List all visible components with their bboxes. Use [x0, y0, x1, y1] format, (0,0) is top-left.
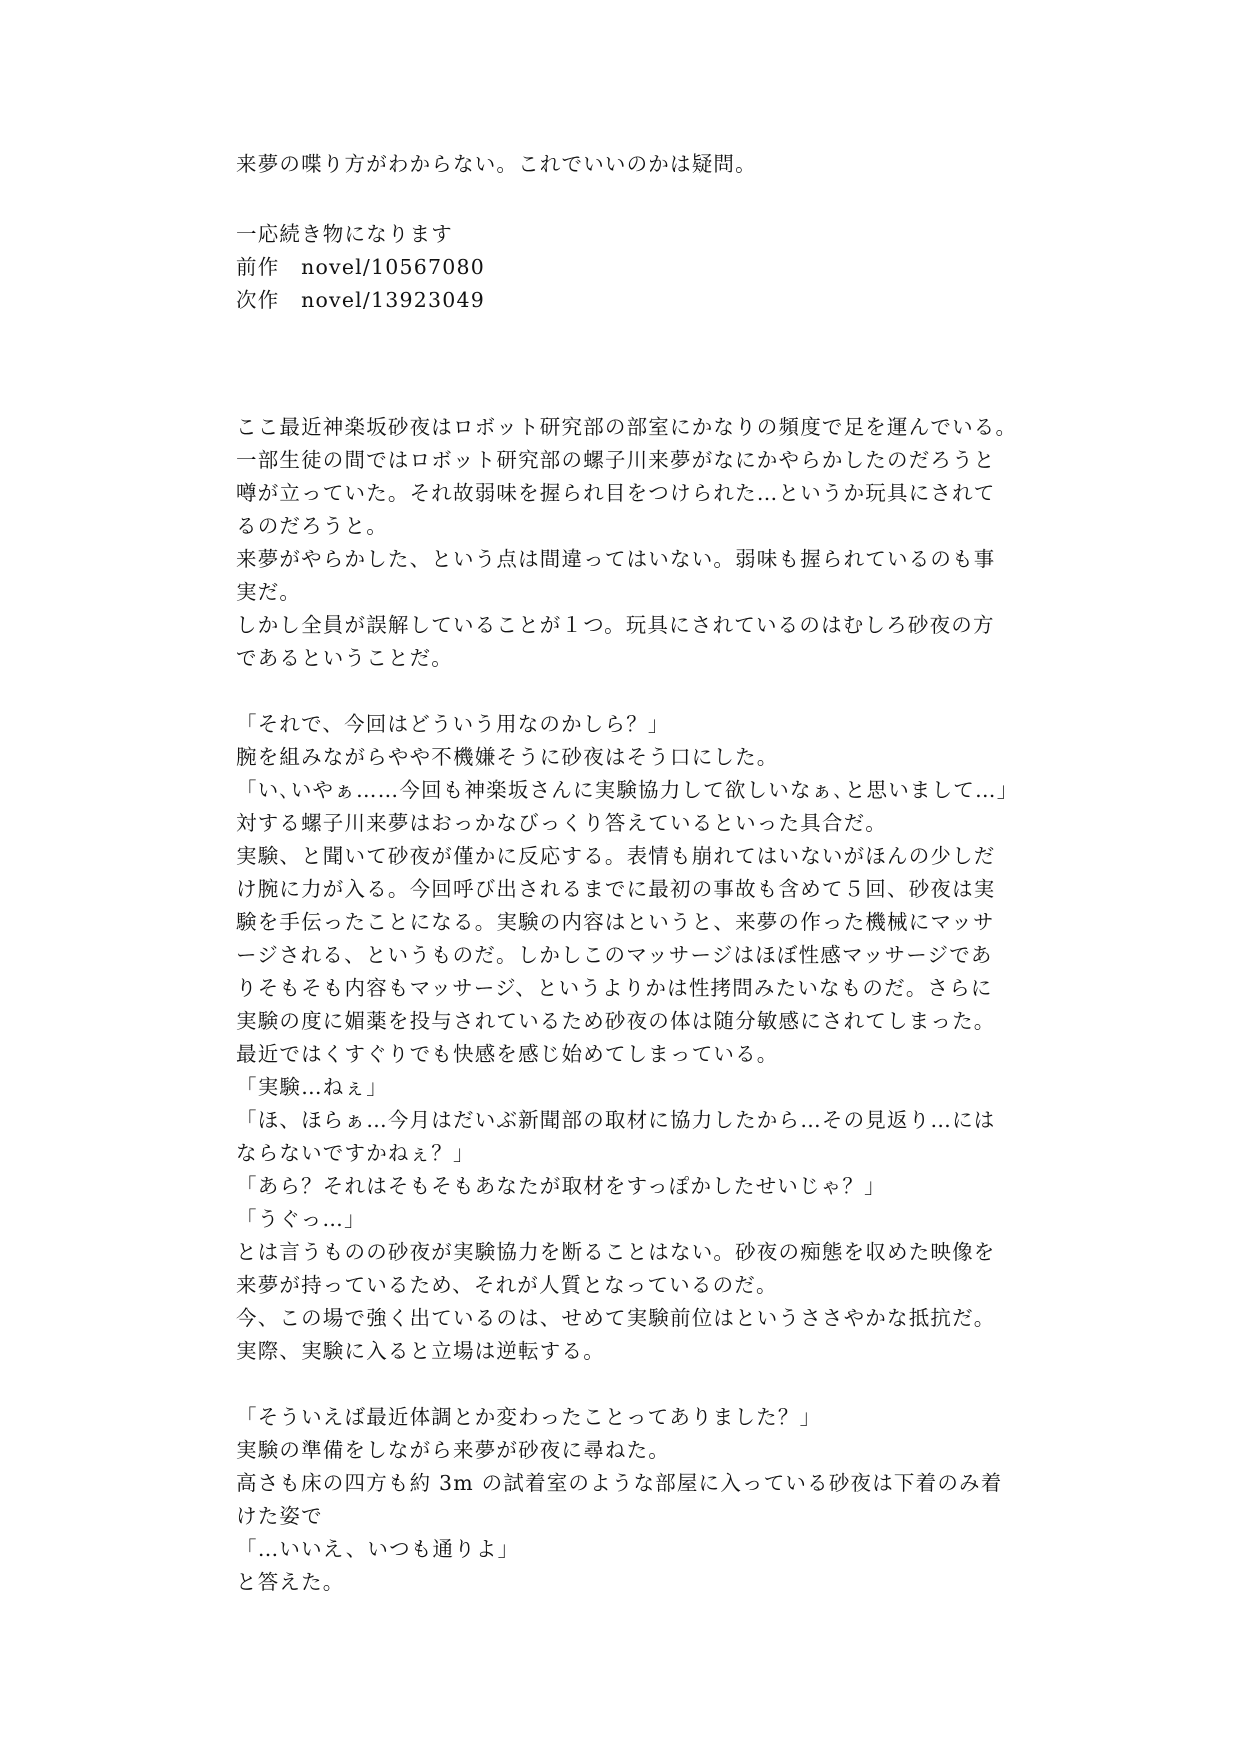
body-line: 噂が立っていた。それ故弱味を握られ目をつけられた…というか玩具にされて	[236, 481, 996, 505]
body-line: 最近ではくすぐりでも快感を感じ始めてしまっている。	[236, 1042, 779, 1066]
body-line: 「うぐっ…」	[236, 1207, 366, 1231]
body-line: 「それで、今回はどういう用なのかしら？」	[236, 712, 670, 736]
body-line: りそもそも内容もマッサージ、というよりかは性拷問みたいなものだ。さらに	[236, 976, 993, 1000]
body-line: 一部生徒の間ではロボット研究部の螺子川来夢がなにかやらかしたのだろうと	[236, 448, 996, 472]
body-line: 実験、と聞いて砂夜が僅かに反応する。表情も崩れてはいないがほんの少しだ	[236, 844, 996, 868]
body-line: るのだろうと。	[236, 514, 388, 538]
body-line: 「あら？それはそもそもあなたが取材をすっぽかしたせいじゃ？」	[236, 1174, 886, 1198]
paragraph-gap	[236, 1368, 1016, 1401]
body-line: 「実験…ねぇ」	[236, 1075, 388, 1099]
body-line: 腕を組みながらやや不機嫌そうに砂夜はそう口にした。	[236, 745, 779, 769]
body-line: であるということだ。	[236, 646, 453, 670]
body-line: 今、この場で強く出ているのは、せめて実験前位はというささやかな抵抗だ。	[236, 1306, 996, 1330]
paragraph-1	[236, 411, 1016, 675]
body-line: 実験の度に媚薬を投与されているため砂夜の体は随分敏感にされてしまった。	[236, 1009, 996, 1033]
author-note-line: 来夢の喋り方がわからない。これでいいのかは疑問。	[236, 152, 757, 176]
series-note	[236, 218, 1016, 317]
body-line: とは言うものの砂夜が実験協力を断ることはない。砂夜の痴態を収めた映像を	[236, 1240, 996, 1264]
body-line: 実だ。	[236, 580, 302, 604]
body-line: 高さも床の四方も約 3m の試着室のような部屋に入っている砂夜は下着のみ着	[236, 1471, 1003, 1495]
body-line: 来夢がやらかした、という点は間違ってはいない。弱味も握られているのも事	[236, 547, 996, 571]
body-line: ならないですかねぇ？」	[236, 1141, 475, 1165]
body-line: 「…いいえ、いつも通りよ」	[236, 1537, 520, 1561]
body-line: しかし全員が誤解していることが１つ。玩具にされているのはむしろ砂夜の方	[236, 613, 995, 637]
paragraph-gap	[236, 675, 1016, 708]
body-line: 対する螺子川来夢はおっかなびっくり答えているといった具合だ。	[236, 811, 887, 835]
paragraph-3	[236, 1401, 1016, 1599]
body-line: け腕に力が入る。今回呼び出されるまでに最初の事故も含めて５回、砂夜は実	[236, 877, 996, 901]
body-line: 験を手伝ったことになる。実験の内容はというと、来夢の作った機械にマッサ	[236, 910, 995, 934]
series-intro: 一応続き物になります	[236, 222, 453, 246]
body-line: 「そういえば最近体調とか変わったことってありました？」	[236, 1405, 822, 1429]
body-line: 「ほ、ほらぁ…今月はだいぶ新聞部の取材に協力したから…その見返り…には	[236, 1108, 996, 1132]
body-line: と答えた。	[236, 1570, 345, 1594]
next-work-link: 次作 novel/13923049	[236, 288, 485, 312]
author-note	[236, 148, 1016, 181]
previous-work-link: 前作 novel/10567080	[236, 255, 485, 279]
body-line: 実験の準備をしながら来夢が砂夜に尋ねた。	[236, 1438, 670, 1462]
body-line: ージされる、というものだ。しかしこのマッサージはほぼ性感マッサージであ	[236, 943, 993, 967]
body-line: 実際、実験に入ると立場は逆転する。	[236, 1339, 605, 1363]
body-line: ここ最近神楽坂砂夜はロボット研究部の部室にかなりの頻度で足を運んでいる。	[236, 415, 1018, 439]
story-body	[236, 411, 1019, 1599]
body-line: 「い､いやぁ……今回も神楽坂さんに実験協力して欲しいなぁ､と思いまして…」	[236, 778, 1019, 802]
body-line: けた姿で	[236, 1504, 323, 1528]
paragraph-2	[236, 708, 1019, 1368]
body-line: 来夢が持っているため、それが人質となっているのだ。	[236, 1273, 778, 1297]
